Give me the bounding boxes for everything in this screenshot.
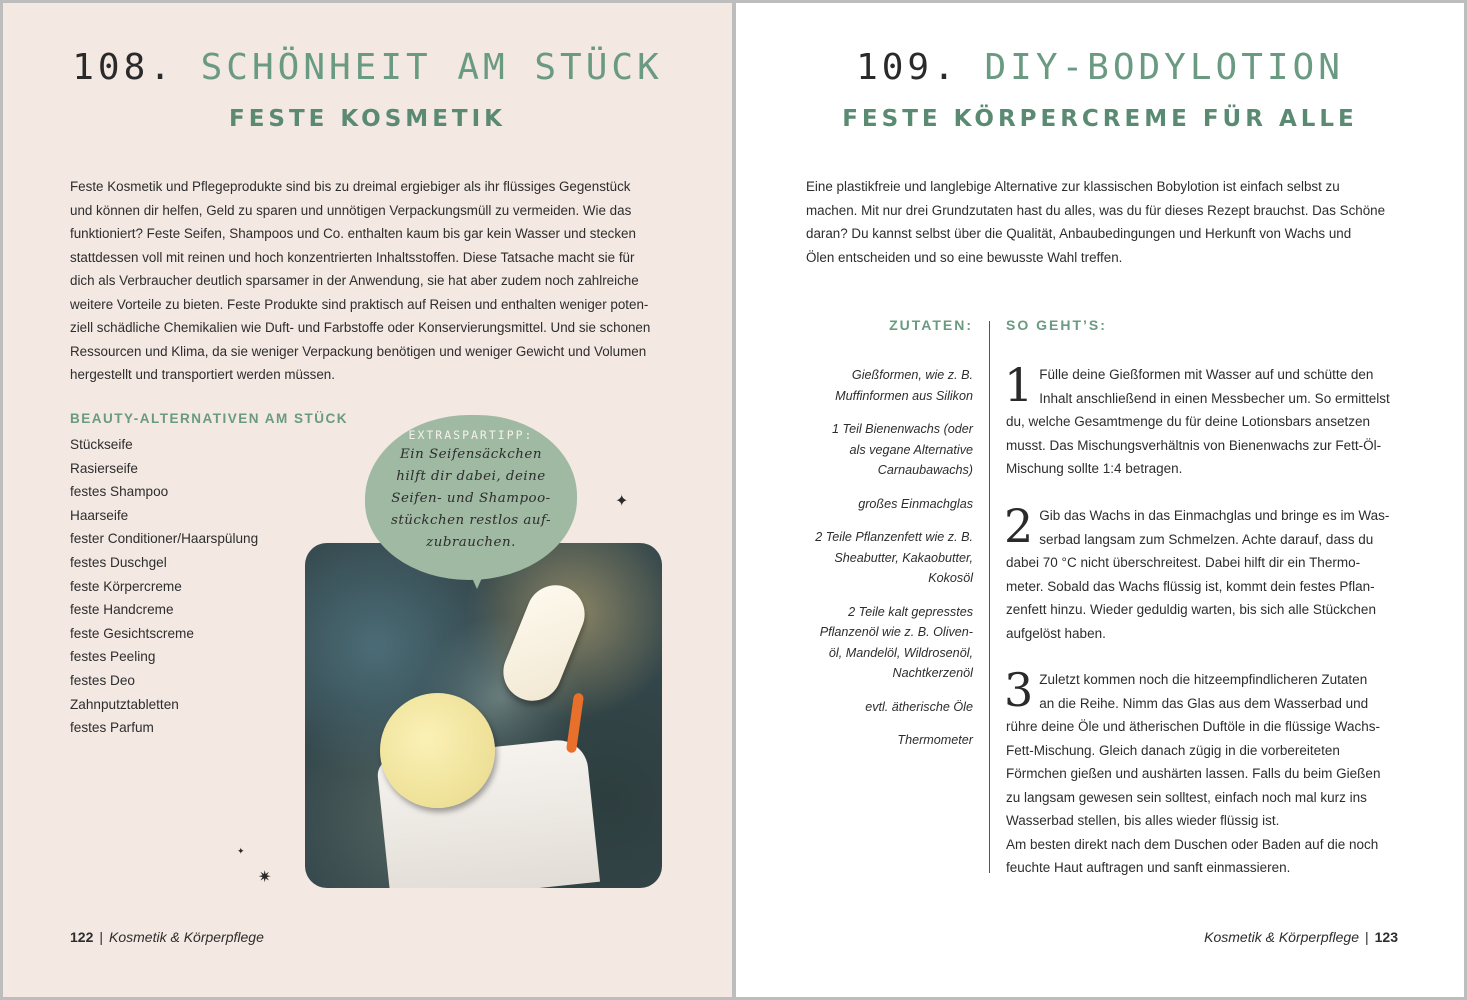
tip-line: hilft dir dabei, deine <box>396 469 546 484</box>
step-line: serbad langsam zum Schmelzen. Achte darauf, dass du <box>1039 531 1374 547</box>
step-3 <box>1004 663 1400 880</box>
ingredients-list <box>773 365 973 764</box>
page-subtitle: FESTE KÖRPERCREME FÜR ALLE <box>842 106 1358 132</box>
step-number: 2 <box>1004 499 1034 553</box>
ingredient-line: 2 Teile Pflanzenfett wie z. B. <box>815 530 973 544</box>
ingredient-line: Pflanzenöl wie z. B. Oliven- <box>819 625 973 639</box>
chapter-name: Kosmetik & Körperpflege <box>109 929 264 945</box>
intro-line: hergestellt und transportiert werden müssen. <box>70 367 335 382</box>
title-name: DIY-BODYLOTION <box>984 47 1344 88</box>
list-item: festes Shampoo <box>70 484 169 500</box>
ingredient-item <box>773 730 973 751</box>
step-line: Fülle deine Gießformen mit Wasser auf und schütte den <box>1039 367 1374 382</box>
page-subtitle: FESTE KOSMETIK <box>229 106 506 132</box>
intro-line: Ölen entscheiden und so eine bewusste Wahl treffen. <box>806 249 1123 265</box>
intro-line: weitere Vorteile zu bieten. Feste Produkte sind praktisch auf Reisen und enthalten weniger poten- <box>70 296 649 312</box>
page-number: 122 <box>70 929 94 945</box>
intro-line: Ressourcen und Klima, da sie weniger Verpackung benötigen und weniger Gewicht und Volumen <box>70 343 647 359</box>
star-icon: ✷ <box>258 869 272 886</box>
step-line: musst. Das Mischungsverhältnis von Bienenwachs zur Fett-Öl- <box>1006 437 1382 453</box>
list-item: feste Handcreme <box>70 602 174 618</box>
step-number: 3 <box>1004 663 1034 717</box>
ingredient-line: evtl. ätherische Öle <box>865 699 973 714</box>
soap-photo <box>305 543 662 888</box>
ingredient-line: 1 Teil Bienenwachs (oder <box>832 422 973 436</box>
ingredient-item <box>773 697 973 718</box>
intro-line: funktioniert? Feste Seifen, Shampoos und Co. enthalten kaum bis gar kein Wasser und stecken <box>70 226 636 241</box>
tip-text <box>383 444 559 554</box>
tip-line: Seifen- und Shampoo- <box>391 491 551 506</box>
page-footer: 122 | Kosmetik & Körperpflege <box>70 929 264 945</box>
ingredients-heading: ZUTATEN: <box>889 317 973 333</box>
ingredient-line: Nachtkerzenöl <box>892 666 973 680</box>
ingredient-line: Sheabutter, Kakaobutter, <box>834 550 973 565</box>
step-line: Wasserbad stellen, bis alles wieder flüssig ist. <box>1006 813 1280 828</box>
ingredient-item <box>773 419 973 481</box>
column-divider <box>989 321 990 873</box>
intro-line: daran? Du kannst selbst über die Qualität, Anbaubedingungen und Herkunft von Wachs und <box>806 226 1352 241</box>
page-title-109 <box>736 47 1464 88</box>
intro-line: Feste Kosmetik und Pflegeprodukte sind bis zu dreimal ergiebiger als ihr flüssiges Gegenstück <box>70 179 631 194</box>
tip-bubble <box>365 415 577 580</box>
tip-bubble-tail <box>469 571 485 589</box>
step-line: Gib das Wachs in das Einmachglas und bringe es im Was- <box>1039 508 1390 523</box>
ingredient-item <box>773 527 973 589</box>
step-2 <box>1004 499 1400 645</box>
intro-line: und können dir helfen, Geld zu sparen und unnötigen Verpackungsmüll zu vermeiden. Wie das <box>70 202 632 218</box>
page-number: 123 <box>1374 929 1398 945</box>
steps-heading: SO GEHT’S: <box>1006 317 1107 333</box>
list-item: Zahnputztabletten <box>70 696 179 712</box>
step-line: Fett-Mischung. Gleich danach zügig in die vorbereiteten <box>1006 742 1340 758</box>
ingredient-line: als vegane Alternative <box>849 442 973 457</box>
right-page <box>736 3 1464 997</box>
page-footer: Kosmetik & Körperpflege | 123 <box>1204 929 1398 945</box>
left-page <box>3 3 732 997</box>
title-name: SCHÖNHEIT AM STÜCK <box>200 47 663 88</box>
tip-line: stückchen restlos auf- <box>390 513 552 528</box>
list-item: festes Duschgel <box>70 554 167 570</box>
tip-label: EXTRASPARTIPP: <box>408 428 534 442</box>
title-number: 108. <box>72 47 175 88</box>
step-line: Am besten direkt nach dem Duschen oder Baden auf die noch <box>1006 836 1379 852</box>
intro-line: ziell schädliche Chemikalien wie Duft- und Farbstoffe oder Konservierungsmittel. Und sie schonen <box>70 320 651 335</box>
step-line: Förmchen gießen und aushärten lassen. Falls du beim Gießen <box>1006 766 1381 781</box>
ingredient-line: Kokosöl <box>928 571 973 585</box>
step-line: du, welche Gesamtmenge du für deine Lotionsbars ansetzen <box>1006 414 1370 429</box>
ingredient-line: öl, Mandelöl, Wildrosenöl, <box>828 645 973 660</box>
ingredient-item <box>773 602 973 684</box>
intro-line: stattdessen voll mit reinen und hoch konzentrierten Inhaltsstoffen. Diese Tatsache macht sie für <box>70 249 635 265</box>
intro-line: dich als Verbraucher deutlich sparsamer in der Anwendung, sie hat aber zudem noch zahlreiche <box>70 273 639 288</box>
title-number: 109. <box>856 47 959 88</box>
list-item: Stückseife <box>70 437 133 452</box>
intro-line: Eine plastikfreie und langlebige Alternative zur klassischen Bobylotion ist einfach selbst zu <box>806 179 1340 194</box>
step-line: meter. Sobald das Wachs flüssig ist, kommt dein festes Pflan- <box>1006 578 1375 594</box>
step-line: rühre deine Öle und ätherischen Duftöle in die flüssige Wachs- <box>1006 719 1380 734</box>
step-line: dabei 70 °C nicht überschreitest. Dabei hilft dir ein Thermo- <box>1006 555 1361 570</box>
step-line: zu langsam gewesen sein solltest, einfach noch mal kurz ins <box>1006 789 1367 805</box>
ingredient-line: Gießformen, wie z. B. <box>851 368 973 382</box>
ingredient-line: 2 Teile kalt gepresstes <box>848 604 973 619</box>
list-item: fester Conditioner/Haarspülung <box>70 531 259 547</box>
step-line: an die Reihe. Nimm das Glas aus dem Wasserbad und <box>1039 695 1369 711</box>
list-item: Haarseife <box>70 507 129 523</box>
shampoo-bar-image <box>380 693 495 808</box>
ingredient-line: Thermometer <box>897 733 973 747</box>
chapter-name: Kosmetik & Körperpflege <box>1204 929 1359 945</box>
list-heading: BEAUTY-ALTERNATIVEN AM STÜCK <box>70 411 348 426</box>
step-line: zenfett hinzu. Wieder geduldig warten, bis sich alle Stückchen <box>1006 602 1376 617</box>
intro-paragraph <box>806 175 1406 269</box>
page-title-108 <box>3 47 732 88</box>
step-1 <box>1004 358 1400 481</box>
list-item: festes Peeling <box>70 649 156 665</box>
pouch-string-image <box>566 693 584 754</box>
star-icon: ✦ <box>237 846 245 856</box>
list-item: Rasierseife <box>70 460 138 476</box>
step-line: Inhalt anschließend in einen Messbecher um. So ermittelst <box>1039 390 1390 406</box>
soap-bar-image <box>495 577 594 710</box>
ingredient-item <box>773 365 973 406</box>
alternatives-list <box>70 433 258 740</box>
step-line: Zuletzt kommen noch die hitzeempfindlicheren Zutaten <box>1039 672 1368 687</box>
step-number: 1 <box>1004 358 1034 412</box>
step-line: Mischung sollte 1:4 betragen. <box>1006 461 1183 476</box>
step-line: feuchte Haut auftragen und sanft einmassieren. <box>1006 860 1291 875</box>
tip-line: Ein Seifensäckchen <box>400 447 542 462</box>
list-item: festes Parfum <box>70 720 154 736</box>
ingredient-line: großes Einmachglas <box>858 496 973 511</box>
list-item: festes Deo <box>70 672 135 688</box>
intro-line: machen. Mit nur drei Grundzutaten hast du alles, was du für dieses Rezept brauchst. Das Schöne <box>806 202 1386 218</box>
tip-line: zubrauchen. <box>426 535 516 550</box>
ingredient-line: Muffinformen aus Silikon <box>835 388 973 403</box>
list-item: feste Gesichtscreme <box>70 625 194 641</box>
list-item: feste Körpercreme <box>70 578 182 594</box>
ingredient-item <box>773 494 973 515</box>
star-icon: ✦ <box>615 493 629 510</box>
intro-paragraph <box>70 175 670 387</box>
step-line: aufgelöst haben. <box>1006 625 1106 641</box>
ingredient-line: Carnaubawachs) <box>877 463 973 477</box>
